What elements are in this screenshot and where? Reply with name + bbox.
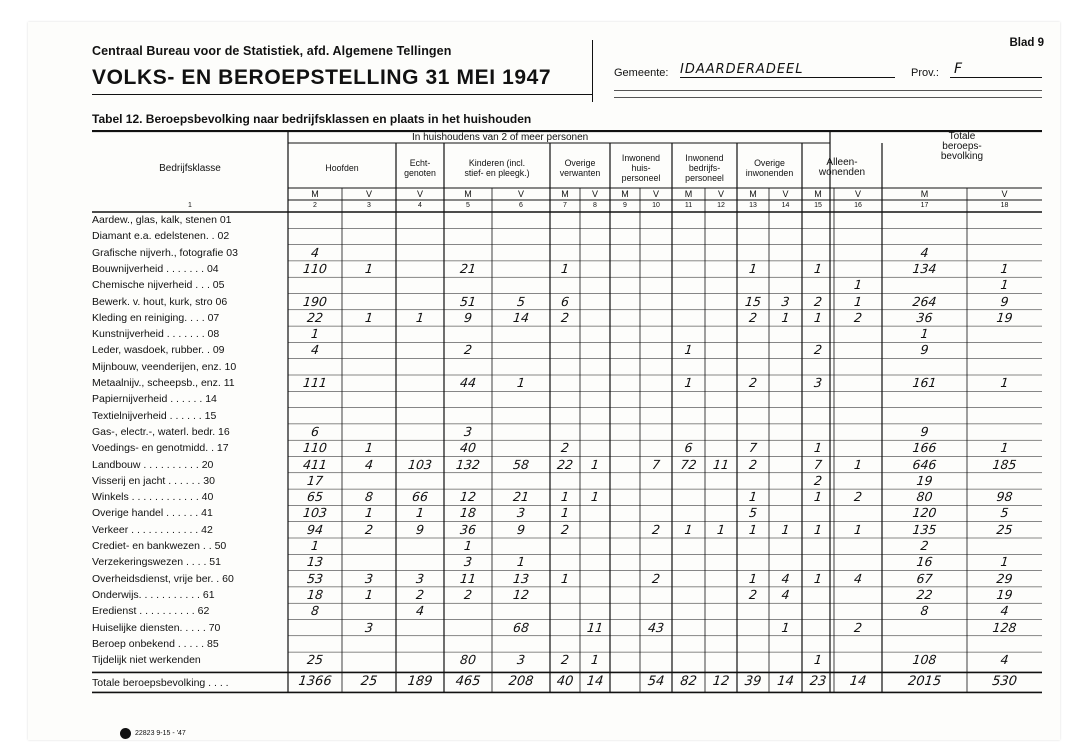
- table-cell: 19: [995, 309, 1014, 325]
- column-number: 8: [593, 202, 597, 209]
- total-cell: 82: [679, 674, 698, 690]
- table-cell: 16: [915, 554, 934, 570]
- table-cell: 166: [911, 440, 938, 456]
- group-header-2: [444, 158, 550, 178]
- sex-header: V: [782, 189, 789, 199]
- table-cell: 80: [915, 489, 934, 505]
- row-label: Gas-, electr.-, waterl. bedr. 16: [92, 425, 230, 438]
- table-cell: 1: [999, 277, 1010, 293]
- table-cell: 7: [748, 440, 758, 456]
- sex-header: V: [854, 189, 861, 199]
- table-cell: 51: [459, 293, 477, 309]
- table-cell: 25: [995, 521, 1014, 537]
- table-cell: 2: [748, 375, 758, 390]
- group-header-line: Inwonend: [621, 153, 661, 163]
- table-cell: 1: [683, 342, 694, 358]
- header-divider: [592, 40, 593, 102]
- table-cell: 68: [512, 619, 530, 635]
- table-cell: 1: [853, 293, 863, 309]
- table-cell: 2: [463, 586, 473, 602]
- table-cell: 9: [919, 423, 930, 439]
- group-header-line: Overige: [754, 158, 785, 168]
- table-cell: 6: [310, 423, 320, 439]
- table-cell: 1: [748, 521, 758, 537]
- table-cell: 8: [919, 603, 930, 619]
- sex-header: M: [749, 189, 757, 199]
- row-label: Grafische nijverh., fotografie 03: [92, 246, 238, 259]
- table-cell: 4: [999, 652, 1010, 668]
- table-cell: 2: [813, 472, 823, 488]
- table-cell: 1: [463, 538, 473, 553]
- sex-header: M: [920, 189, 929, 199]
- row-label: Beroep onbekend . . . . . 85: [92, 637, 219, 650]
- sex-header: V: [517, 189, 524, 199]
- sex-header: M: [814, 189, 822, 199]
- row-label: Onderwijs. . . . . . . . . . . 61: [92, 588, 215, 601]
- table-cell: 25: [306, 652, 324, 668]
- table-cell: 110: [302, 440, 328, 456]
- table-cell: 1: [853, 456, 863, 472]
- table-cell: 1: [853, 277, 863, 293]
- row-label: Diamant e.a. edelstenen. . 02: [92, 230, 230, 243]
- table-cell: 128: [991, 619, 1018, 635]
- table-cell: 3: [463, 554, 473, 570]
- table-cell: 1: [415, 505, 425, 521]
- table-cell: 2: [919, 538, 930, 553]
- group-header-line: wonenden: [818, 167, 866, 178]
- row-label: Huiselijke diensten. . . . . 70: [92, 621, 221, 634]
- table-cell: 1: [813, 521, 823, 537]
- table-cell: 22: [556, 456, 574, 472]
- sex-header: V: [1001, 189, 1008, 199]
- table-cell: 120: [911, 505, 938, 521]
- table-cell: 1: [560, 489, 570, 505]
- group-header-line: personeel: [685, 173, 724, 183]
- table-cell: 2: [463, 342, 473, 358]
- table-cell: 1: [683, 521, 694, 537]
- table-cell: 40: [459, 440, 477, 456]
- row-label: Metaalnijv., scheepsb., enz. 11: [92, 377, 235, 389]
- table-cell: 4: [310, 244, 320, 260]
- table-cell: 1: [310, 326, 320, 342]
- total-cell: 40: [555, 674, 575, 690]
- printer-logo-icon: [120, 728, 131, 739]
- table-cell: 14: [512, 309, 530, 325]
- table-cell: 19: [995, 586, 1014, 602]
- table-cell: 161: [911, 375, 938, 390]
- group-header-line: inwonenden: [745, 168, 794, 178]
- table-cell: 18: [306, 586, 324, 602]
- table-cell: 29: [995, 570, 1014, 586]
- table-cell: 3: [415, 570, 425, 586]
- row-label: Verkeer . . . . . . . . . . . . 42: [92, 523, 213, 536]
- table-cell: 2: [415, 586, 425, 602]
- table-cell: 4: [780, 570, 791, 586]
- gemeente-value: IDAARDERADEEL: [680, 62, 895, 78]
- table-cell: 1: [813, 260, 823, 276]
- table-cell: 1: [813, 309, 823, 325]
- total-cell: 530: [991, 674, 1018, 690]
- table-cell: 3: [463, 423, 473, 439]
- row-label: Aardew., glas, kalk, stenen 01: [92, 214, 232, 226]
- table-cell: 1: [560, 505, 570, 521]
- header-rule: [614, 97, 1042, 98]
- group-header-7: [802, 158, 882, 178]
- table-cell: 43: [647, 619, 665, 635]
- table-cell: 1: [813, 489, 823, 505]
- table-cell: 36: [915, 309, 934, 325]
- table-cell: 98: [995, 489, 1014, 505]
- table-cell: 2: [651, 570, 661, 586]
- column-number: 10: [652, 202, 660, 209]
- print-code: 22823 9-15 - '47: [135, 730, 186, 737]
- group-header-3: [550, 158, 610, 178]
- table-cell: 264: [911, 293, 938, 309]
- bedrijfsklasse-header: Bedrijfsklasse: [159, 163, 221, 174]
- table-cell: 22: [915, 586, 934, 602]
- form-title: VOLKS- EN BEROEPSTELLING 31 MEI 1947: [92, 66, 552, 89]
- table-cell: 2: [853, 309, 863, 325]
- table-cell: 2: [748, 309, 758, 325]
- group-header-line: huis-: [631, 163, 651, 173]
- group-header-line: bevolking: [940, 151, 984, 162]
- table-cell: 4: [919, 244, 930, 260]
- table-cell: 13: [512, 570, 530, 586]
- table-cell: 4: [364, 456, 374, 472]
- table-cell: 108: [911, 652, 938, 668]
- column-number: 7: [563, 202, 567, 209]
- row-label: Tijdelijk niet werkenden: [92, 654, 201, 667]
- table-cell: 1: [813, 440, 823, 456]
- header-rule: [614, 90, 1042, 91]
- table-cell: 94: [306, 521, 324, 537]
- table-cell: 2: [364, 521, 374, 537]
- table-cell: 6: [683, 440, 694, 456]
- table-cell: 7: [651, 456, 661, 472]
- column-number: 16: [854, 202, 862, 209]
- total-cell: 208: [507, 674, 535, 690]
- table-cell: 9: [463, 309, 473, 325]
- table-cell: 1: [310, 538, 320, 553]
- row-label: Leder, wasdoek, rubber. . 09: [92, 344, 225, 357]
- row-label: Textielnijverheid . . . . . . 15: [92, 409, 217, 422]
- column-number: 13: [749, 202, 757, 209]
- column-number: 3: [367, 202, 371, 209]
- province-value: F: [950, 61, 1042, 78]
- table-cell: 103: [302, 505, 328, 521]
- table-cell: 72: [679, 456, 698, 472]
- table-cell: 8: [310, 603, 320, 619]
- group-header-0: [288, 163, 396, 173]
- group-header-line: Hoofden: [325, 163, 359, 173]
- group-header-4: [610, 153, 672, 183]
- row-label: Winkels . . . . . . . . . . . . 40: [92, 491, 214, 504]
- group-header-line: genoten: [404, 168, 436, 178]
- table-cell: 1: [590, 652, 600, 668]
- table-cell: 103: [407, 456, 433, 472]
- table-cell: 9: [415, 521, 425, 537]
- table-cell: 4: [415, 603, 425, 619]
- table-cell: 1: [364, 586, 374, 602]
- household-group-header: In huishoudens van 2 of meer personen: [412, 132, 589, 143]
- table-cell: 4: [999, 603, 1010, 619]
- group-header-line: verwanten: [559, 168, 601, 178]
- sex-header: V: [717, 189, 724, 199]
- table-cell: 9: [919, 342, 930, 358]
- total-cell: 23: [808, 674, 828, 690]
- gemeente-label: Gemeente:: [614, 67, 669, 79]
- total-cell: 14: [776, 674, 795, 690]
- table-title: Tabel 12. Beroepsbevolking naar bedrijfsklassen en plaats in het huishouden: [92, 112, 532, 126]
- group-header-line: beroeps-: [942, 141, 982, 152]
- table-cell: 3: [780, 293, 791, 309]
- table-cell: 1: [999, 554, 1010, 570]
- table-cell: 1: [364, 260, 374, 276]
- row-label: Mijnbouw, veenderijen, enz. 10: [92, 360, 237, 373]
- table-cell: 4: [310, 342, 320, 358]
- table-cell: 190: [302, 293, 328, 309]
- total-cell: 189: [406, 674, 434, 690]
- column-number: 14: [781, 202, 790, 209]
- table-cell: 44: [459, 375, 477, 390]
- column-number: 18: [1000, 202, 1009, 209]
- table-cell: 1: [999, 375, 1010, 390]
- table-cell: 1: [516, 554, 526, 570]
- table-cell: 1: [748, 260, 758, 276]
- group-header-6: [737, 158, 802, 178]
- row-label: Eredienst . . . . . . . . . . 62: [92, 605, 210, 618]
- table-cell: 2: [560, 440, 570, 456]
- table-cell: 135: [911, 521, 938, 537]
- table-cell: 3: [364, 619, 374, 635]
- total-cell: 2015: [907, 674, 942, 690]
- organization-name: Centraal Bureau voor de Statistiek, afd. Algemene Tellingen: [92, 44, 452, 58]
- table-cell: 2: [651, 521, 661, 537]
- table-cell: 58: [512, 456, 530, 472]
- table-cell: 1: [590, 489, 600, 505]
- table-cell: 2: [560, 652, 570, 668]
- group-header-line: stief- en pleegk.): [464, 168, 530, 178]
- table-cell: 3: [516, 505, 526, 521]
- table-cell: 3: [364, 570, 374, 586]
- row-label: Bewerk. v. hout, kurk, stro 06: [92, 295, 228, 308]
- sex-header: M: [464, 189, 472, 199]
- column-number: 15: [814, 202, 822, 209]
- table-cell: 9: [516, 521, 526, 537]
- total-cell: 1366: [297, 674, 333, 690]
- statistics-table: [92, 130, 1042, 721]
- table-cell: 1: [813, 652, 823, 668]
- table-cell: 21: [512, 489, 530, 505]
- table-cell: 1: [853, 521, 863, 537]
- column-number: 5: [466, 202, 470, 209]
- table-cell: 5: [516, 293, 526, 309]
- column-number: 17: [920, 202, 929, 209]
- group-header-line: personeel: [621, 173, 661, 183]
- table-cell: 1: [919, 326, 930, 342]
- table-cell: 21: [459, 260, 477, 276]
- table-cell: 1: [813, 570, 823, 586]
- table-cell: 1: [364, 309, 374, 325]
- table-cell: 2: [853, 619, 863, 635]
- table-cell: 8: [364, 489, 374, 505]
- table-cell: 66: [411, 489, 429, 505]
- table-cell: 1: [415, 309, 425, 325]
- table-cell: 22: [306, 309, 324, 325]
- total-cell: 12: [711, 674, 731, 690]
- table-cell: 110: [302, 260, 328, 276]
- sex-header: M: [621, 189, 629, 199]
- table-cell: 185: [991, 456, 1018, 472]
- table-cell: 646: [911, 456, 938, 472]
- table-cell: 3: [516, 652, 526, 668]
- column-number: 9: [623, 202, 627, 209]
- row-label: Visserij en jacht . . . . . . 30: [92, 474, 215, 487]
- column-number: 6: [519, 202, 523, 209]
- group-header-line: Overige: [564, 158, 596, 168]
- group-header-line: bedrijfs-: [688, 163, 721, 173]
- sex-header: V: [652, 189, 659, 199]
- column-number: 1: [188, 202, 192, 209]
- total-row-label: Totale beroepsbevolking . . . .: [92, 677, 229, 690]
- table-cell: 1: [590, 456, 600, 472]
- total-cell: 14: [848, 674, 868, 690]
- table-cell: 2: [748, 586, 758, 602]
- table-cell: 411: [302, 456, 328, 472]
- table-cell: 15: [744, 293, 762, 309]
- table-cell: 1: [780, 309, 791, 325]
- table-cell: 4: [853, 570, 863, 586]
- table-cell: 1: [999, 440, 1010, 456]
- form-footer: [120, 728, 186, 739]
- table-cell: 18: [459, 505, 477, 521]
- group-header-line: Kinderen (incl.: [468, 158, 526, 168]
- table-cell: 3: [813, 375, 823, 390]
- sex-header: M: [561, 189, 569, 199]
- table-cell: 65: [306, 489, 324, 505]
- table-cell: 1: [748, 489, 758, 505]
- group-header-line: Inwonend: [685, 153, 724, 163]
- row-label: Overige handel . . . . . . 41: [92, 507, 213, 520]
- table-cell: 5: [748, 505, 758, 521]
- sex-header: V: [591, 189, 598, 199]
- table-cell: 1: [516, 375, 526, 390]
- table-cell: 132: [455, 456, 481, 472]
- table-cell: 11: [459, 570, 477, 586]
- table-cell: 1: [364, 440, 374, 456]
- table-cell: 2: [748, 456, 758, 472]
- table-cell: 4: [780, 586, 791, 602]
- table-cell: 17: [306, 472, 324, 488]
- table-cell: 67: [915, 570, 934, 586]
- table-cell: 53: [306, 570, 324, 586]
- table-cell: 11: [712, 456, 730, 472]
- sheet-number: Blad 9: [1009, 37, 1044, 49]
- table-cell: 1: [748, 570, 758, 586]
- table-cell: 2: [560, 521, 570, 537]
- row-label: Bouwnijverheid . . . . . . . 04: [92, 262, 219, 275]
- row-label: Crediet- en bankwezen . . 50: [92, 540, 227, 552]
- table-cell: 1: [999, 260, 1010, 276]
- row-label: Kunstnijverheid . . . . . . . 08: [92, 328, 220, 341]
- total-cell: 54: [646, 674, 666, 690]
- total-cell: 14: [585, 674, 605, 690]
- row-label: Landbouw . . . . . . . . . . 20: [92, 458, 214, 471]
- total-cell: 39: [743, 674, 763, 690]
- row-label: Voedings- en genotmidd. . 17: [92, 442, 229, 455]
- table-cell: 1: [560, 570, 570, 586]
- table-cell: 9: [999, 293, 1010, 309]
- table-cell: 7: [813, 456, 823, 472]
- row-label: Kleding en reiniging. . . . 07: [92, 311, 220, 324]
- table-cell: 1: [560, 260, 570, 276]
- table-cell: 13: [306, 554, 324, 570]
- group-header-line: Echt-: [409, 158, 431, 168]
- table-cell: 1: [683, 375, 694, 390]
- table-cell: 134: [911, 260, 938, 276]
- table-cell: 80: [459, 652, 477, 668]
- column-number: 11: [684, 202, 693, 209]
- column-number: 2: [313, 202, 317, 209]
- table-cell: 36: [459, 521, 477, 537]
- table-cell: 2: [813, 342, 823, 358]
- table-cell: 19: [915, 472, 934, 488]
- table-cell: 1: [716, 521, 726, 537]
- group-header-line: Alleen-: [826, 157, 858, 168]
- column-number: 12: [717, 202, 725, 209]
- table-cell: 2: [560, 309, 570, 325]
- title-underline: [92, 94, 592, 95]
- sex-header: V: [365, 189, 372, 199]
- table-cell: 2: [853, 489, 863, 505]
- table-cell: 5: [999, 505, 1010, 521]
- row-label: Papiernijverheid . . . . . . 14: [92, 393, 217, 406]
- table-cell: 1: [364, 505, 374, 521]
- group-header-5: [672, 153, 737, 183]
- table-cell: 1: [780, 619, 791, 635]
- sex-header: V: [416, 189, 423, 199]
- total-cell: 25: [359, 674, 379, 690]
- row-label: Chemische nijverheid . . . 05: [92, 279, 225, 292]
- group-header-1: [396, 158, 444, 178]
- table-cell: 1: [780, 521, 791, 537]
- table-cell: 111: [302, 375, 328, 390]
- table-cell: 11: [586, 619, 604, 635]
- group-header-line: Totale: [948, 131, 976, 142]
- province-label: Prov.:: [911, 67, 939, 79]
- sex-header: M: [311, 189, 319, 199]
- total-cell: 465: [454, 674, 482, 690]
- table-cell: 12: [459, 489, 477, 505]
- column-number: 4: [418, 202, 422, 209]
- group-header-8: [882, 132, 1042, 162]
- table-cell: 6: [560, 293, 570, 309]
- row-label: Overheidsdienst, vrije ber. . 60: [92, 572, 234, 585]
- table-cell: 12: [512, 586, 530, 602]
- table-cell: 2: [813, 293, 823, 309]
- sex-header: M: [684, 189, 693, 199]
- row-label: Verzekeringswezen . . . . 51: [92, 556, 221, 569]
